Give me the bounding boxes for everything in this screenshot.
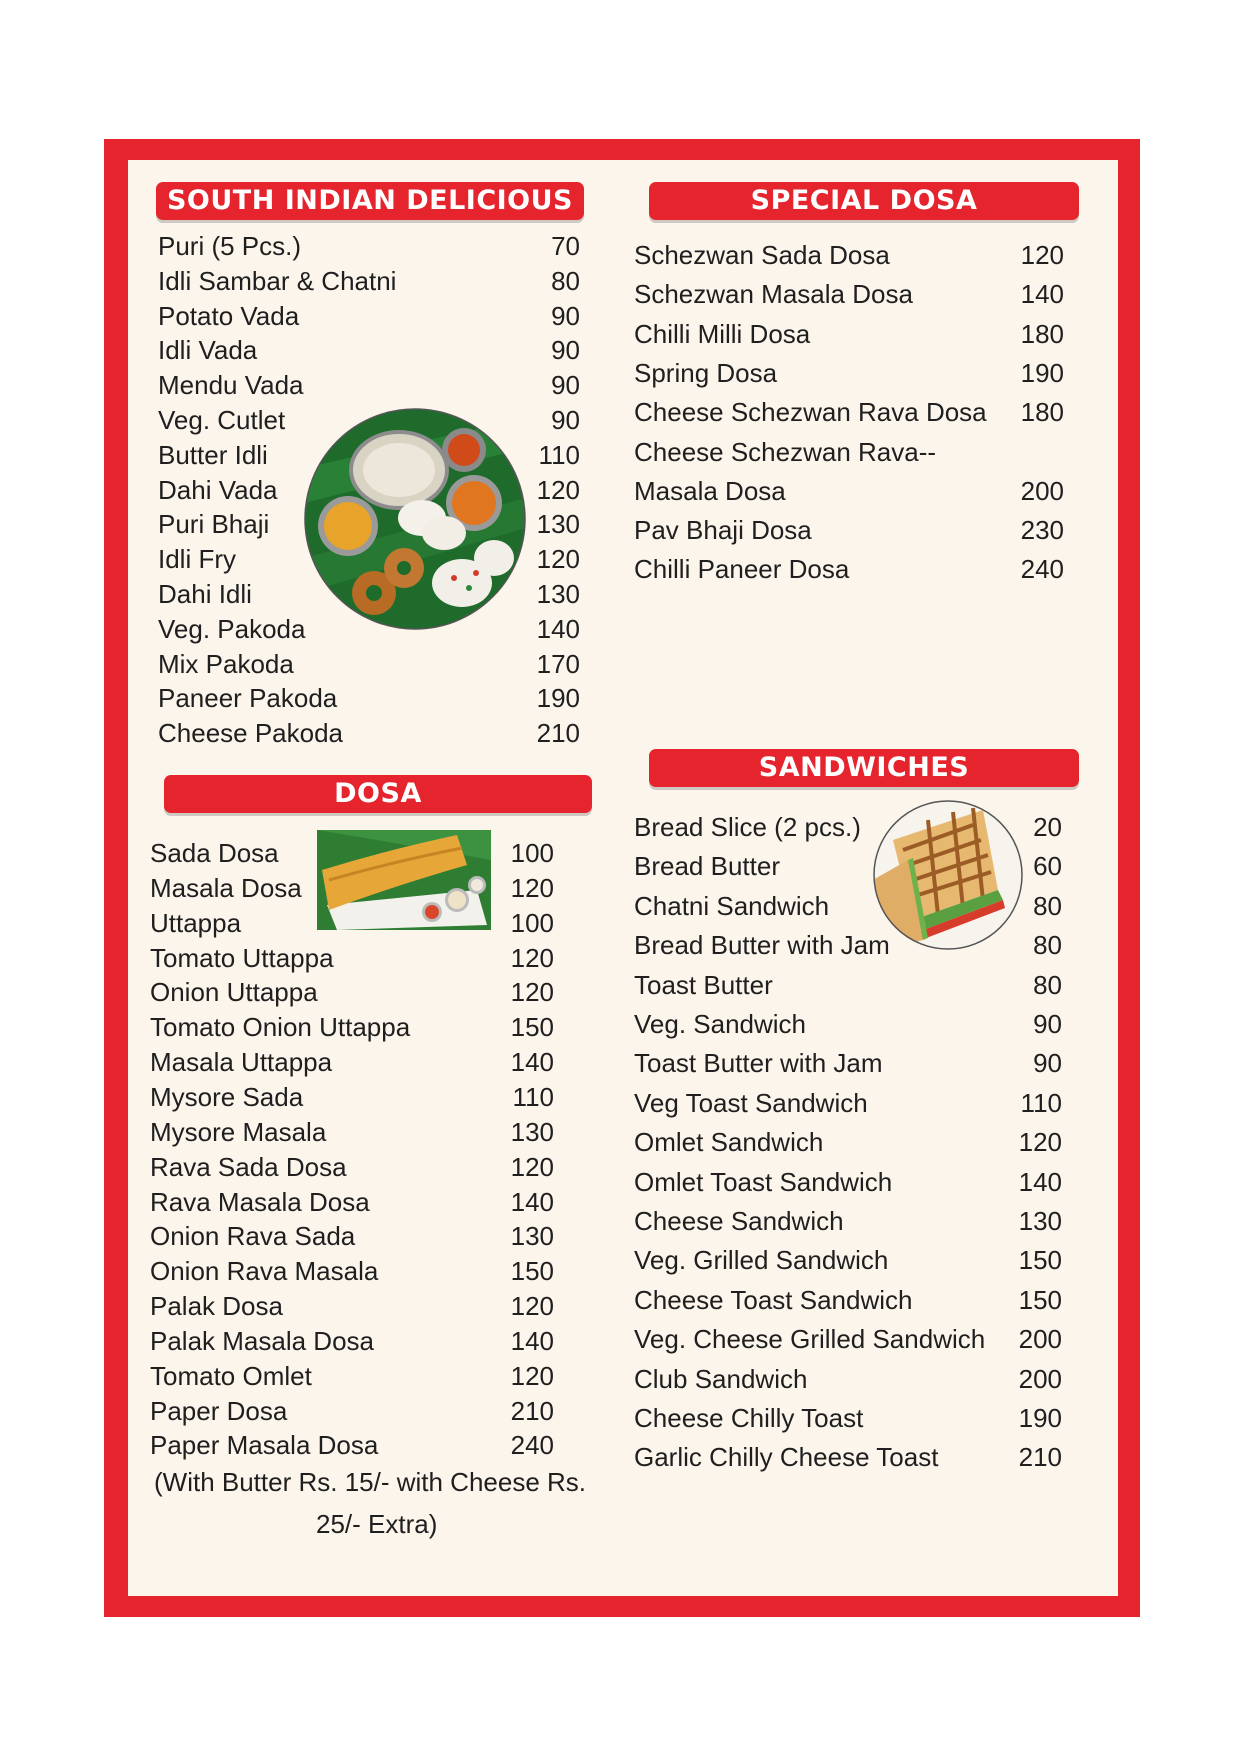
menu-item-name: Bread Butter <box>634 851 780 882</box>
menu-item-price: 110 <box>1020 1087 1062 1118</box>
menu-item-price: 80 <box>1033 969 1062 1000</box>
menu-item-name: Dahi Idli <box>158 579 252 609</box>
menu-item-price: 80 <box>551 265 580 296</box>
south-indian-thali-photo <box>304 408 526 630</box>
menu-item-name: Masala Dosa <box>150 872 302 903</box>
menu-item-name: Sada Dosa <box>150 838 279 868</box>
menu-item-price: 90 <box>1033 1048 1062 1079</box>
menu-item-name: Toast Butter <box>634 969 773 1000</box>
menu-item-name: Veg. Cutlet <box>158 405 286 435</box>
menu-item-name: Bread Slice (2 pcs.) <box>634 812 861 842</box>
menu-item-name: Masala Uttappa <box>150 1047 333 1078</box>
menu-item-name: Omlet Sandwich <box>634 1127 824 1158</box>
menu-item-price: 200 <box>1018 1324 1062 1355</box>
menu-item-price: 90 <box>1033 1009 1062 1039</box>
menu-item-price: 120 <box>510 1291 554 1322</box>
menu-item <box>634 1009 1062 1039</box>
menu-item-price: 20 <box>1033 812 1062 842</box>
menu-item <box>150 1291 554 1321</box>
menu-item-price: 60 <box>1033 851 1062 882</box>
menu-item-price: 180 <box>1020 397 1064 428</box>
menu-item <box>150 1361 554 1391</box>
menu-item <box>634 1364 1062 1394</box>
menu-item-name: Idli Sambar & Chatni <box>158 265 397 296</box>
menu-item <box>150 1152 554 1182</box>
menu-item-name: Onion Uttappa <box>150 977 318 1008</box>
menu-item-name: Spring Dosa <box>634 357 778 388</box>
menu-item <box>634 476 1064 506</box>
menu-item-price: 130 <box>536 509 580 540</box>
menu-item <box>158 649 580 679</box>
menu-item-price: 120 <box>510 1151 554 1182</box>
menu-item-price: 140 <box>536 613 580 644</box>
menu-item <box>634 970 1062 1000</box>
menu-item-name: Idli Fry <box>158 544 236 575</box>
menu-item-price: 140 <box>1020 279 1064 310</box>
menu-item <box>634 1442 1062 1472</box>
menu-item-name: Rava Masala Dosa <box>150 1186 370 1217</box>
menu-item-name: Potato Vada <box>158 300 300 331</box>
menu-item-name: Mysore Sada <box>150 1081 304 1112</box>
menu-item-price: 80 <box>1033 930 1062 961</box>
menu-item-name: Veg. Cheese Grilled Sandwich <box>634 1324 986 1355</box>
menu-item-price: 190 <box>536 683 580 714</box>
south-indian-heading: SOUTH INDIAN DELICIOUS <box>156 182 584 220</box>
menu-item <box>150 1082 554 1112</box>
menu-item-price: 210 <box>510 1395 554 1426</box>
menu-item <box>634 515 1064 545</box>
menu-item-price: 190 <box>1020 357 1064 388</box>
menu-item-name: Paneer Pakoda <box>158 683 338 714</box>
special-dosa-list <box>634 240 1064 594</box>
menu-item <box>158 231 580 261</box>
menu-item <box>634 1324 1062 1354</box>
menu-item-price: 140 <box>510 1325 554 1356</box>
menu-item <box>634 397 1064 427</box>
menu-item-name: Chatni Sandwich <box>634 890 830 921</box>
menu-item <box>634 1088 1062 1118</box>
menu-item <box>150 977 554 1007</box>
menu-item-name: Masala Dosa <box>634 475 786 506</box>
menu-item-price: 120 <box>510 977 554 1008</box>
menu-item <box>158 266 580 296</box>
menu-item <box>158 370 580 400</box>
menu-item-name: Veg Toast Sandwich <box>634 1087 868 1118</box>
menu-item-price: 210 <box>1018 1442 1062 1473</box>
menu-item-name: Mix Pakoda <box>158 648 294 679</box>
menu-item <box>634 279 1064 309</box>
menu-item-price: 130 <box>510 1116 554 1147</box>
menu-item-price: 100 <box>510 907 554 938</box>
menu-item <box>150 1187 554 1217</box>
menu-item-name: Chilli Paneer Dosa <box>634 554 850 585</box>
menu-item <box>634 1403 1062 1433</box>
menu-item-price: 120 <box>1018 1127 1062 1158</box>
dosa-extra-note-cont: 25/- Extra) <box>316 1509 438 1539</box>
menu-item-name: Veg. Pakoda <box>158 613 306 644</box>
menu-item-price: 150 <box>510 1012 554 1043</box>
menu-item-price: 90 <box>551 335 580 366</box>
special-dosa-heading: SPECIAL DOSA <box>649 182 1079 220</box>
grilled-sandwich-photo <box>873 800 1023 950</box>
menu-item <box>634 358 1064 388</box>
menu-item <box>158 301 580 331</box>
menu-item-price: 120 <box>510 1360 554 1391</box>
sandwiches-heading: SANDWICHES <box>649 749 1079 787</box>
menu-item <box>150 1326 554 1356</box>
menu-item-price: 200 <box>1020 475 1064 506</box>
menu-item-name: Schezwan Sada Dosa <box>634 240 890 270</box>
menu-item-name: Palak Dosa <box>150 1291 283 1322</box>
menu-item-price: 240 <box>510 1430 554 1461</box>
menu-item-name: Palak Masala Dosa <box>150 1325 374 1356</box>
menu-item <box>150 1256 554 1286</box>
menu-item <box>150 1430 554 1460</box>
menu-item <box>634 1285 1062 1315</box>
menu-item-name: Cheese Schezwan Rava-- <box>634 436 937 467</box>
menu-item <box>634 1167 1062 1197</box>
menu-item-name: Rava Sada Dosa <box>150 1151 347 1182</box>
menu-item-name: Bread Butter with Jam <box>634 930 890 961</box>
menu-item <box>158 683 580 713</box>
menu-item-price: 130 <box>536 579 580 609</box>
menu-item-price: 180 <box>1020 318 1064 349</box>
menu-item-name: Onion Rava Sada <box>150 1221 356 1252</box>
menu-item-name: Schezwan Masala Dosa <box>634 279 913 310</box>
menu-item-price: 90 <box>551 300 580 331</box>
menu-item-name: Idli Vada <box>158 335 258 366</box>
menu-item-price: 80 <box>1033 890 1062 921</box>
menu-item-name: Omlet Toast Sandwich <box>634 1166 893 1197</box>
menu-item-price: 150 <box>510 1256 554 1287</box>
menu-item-name: Veg. Grilled Sandwich <box>634 1245 889 1276</box>
menu-item-name: Puri Bhaji <box>158 509 270 540</box>
menu-item-name: Club Sandwich <box>634 1363 808 1394</box>
menu-item-price: 120 <box>536 474 580 505</box>
menu-item <box>634 437 1064 467</box>
dosa-list <box>150 838 554 1465</box>
menu-item-name: Chilli Milli Dosa <box>634 318 811 349</box>
menu-item-price: 140 <box>510 1186 554 1217</box>
menu-item-name: Garlic Chilly Cheese Toast <box>634 1442 939 1473</box>
menu-item-name: Toast Butter with Jam <box>634 1048 883 1079</box>
menu-item-price: 140 <box>510 1047 554 1078</box>
menu-item-price: 150 <box>1018 1245 1062 1276</box>
menu-item-price: 90 <box>551 370 580 401</box>
menu-item <box>634 554 1064 584</box>
menu-item <box>150 943 554 973</box>
menu-item-name: Veg. Sandwich <box>634 1009 807 1039</box>
menu-item-name: Mysore Masala <box>150 1116 327 1147</box>
menu-item-name: Paper Dosa <box>150 1395 288 1426</box>
menu-item-price: 120 <box>510 942 554 973</box>
menu-item-price: 110 <box>512 1081 554 1112</box>
menu-item <box>150 1221 554 1251</box>
menu-item-price: 100 <box>510 838 554 868</box>
menu-item-name: Uttappa <box>150 907 242 938</box>
masala-dosa-photo <box>317 830 491 930</box>
menu-item-price: 200 <box>1018 1363 1062 1394</box>
menu-item-name: Paper Masala Dosa <box>150 1430 379 1461</box>
menu-item-price: 190 <box>1018 1403 1062 1433</box>
menu-item-price: 150 <box>1018 1284 1062 1315</box>
menu-item <box>634 319 1064 349</box>
menu-item-price: 230 <box>1020 515 1064 546</box>
menu-item-price: 170 <box>536 648 580 679</box>
dosa-heading: DOSA <box>164 775 592 813</box>
menu-item-price: 120 <box>536 544 580 575</box>
menu-item-price: 120 <box>510 872 554 903</box>
menu-item <box>634 1245 1062 1275</box>
menu-item-name: Cheese Chilly Toast <box>634 1403 864 1433</box>
menu-item <box>634 1206 1062 1236</box>
menu-item <box>150 1117 554 1147</box>
menu-item-price: 240 <box>1020 554 1064 585</box>
menu-item <box>158 718 580 748</box>
menu-item-name: Pav Bhaji Dosa <box>634 515 812 546</box>
menu-item-price: 110 <box>538 439 580 470</box>
menu-item-price: 130 <box>1018 1206 1062 1236</box>
menu-item-name: Cheese Pakoda <box>158 718 344 749</box>
menu-item-name: Puri (5 Pcs.) <box>158 231 302 261</box>
menu-item <box>634 1048 1062 1078</box>
menu-item <box>150 1047 554 1077</box>
menu-item <box>634 1127 1062 1157</box>
menu-item-name: Tomato Uttappa <box>150 942 334 973</box>
menu-item-price: 130 <box>510 1221 554 1252</box>
menu-item <box>634 240 1064 270</box>
menu-item-name: Butter Idli <box>158 439 268 470</box>
menu-item-name: Mendu Vada <box>158 370 304 401</box>
menu-item-name: Cheese Toast Sandwich <box>634 1284 913 1315</box>
menu-item-price: 120 <box>1020 240 1064 270</box>
menu-item-price: 210 <box>536 718 580 749</box>
menu-item-price: 90 <box>551 405 580 435</box>
menu-item-name: Cheese Sandwich <box>634 1206 844 1236</box>
menu-item-price: 70 <box>551 231 580 261</box>
menu-item <box>150 1012 554 1042</box>
dosa-extra-note: (With Butter Rs. 15/- with Cheese Rs. <box>154 1467 587 1497</box>
menu-item-name: Dahi Vada <box>158 474 278 505</box>
menu-item <box>150 1396 554 1426</box>
menu-item-name: Tomato Onion Uttappa <box>150 1012 411 1043</box>
menu-item-name: Tomato Omlet <box>150 1360 312 1391</box>
menu-item-name: Onion Rava Masala <box>150 1256 379 1287</box>
menu-item-name: Cheese Schezwan Rava Dosa <box>634 397 987 428</box>
menu-item <box>158 335 580 365</box>
menu-item-price: 140 <box>1018 1166 1062 1197</box>
